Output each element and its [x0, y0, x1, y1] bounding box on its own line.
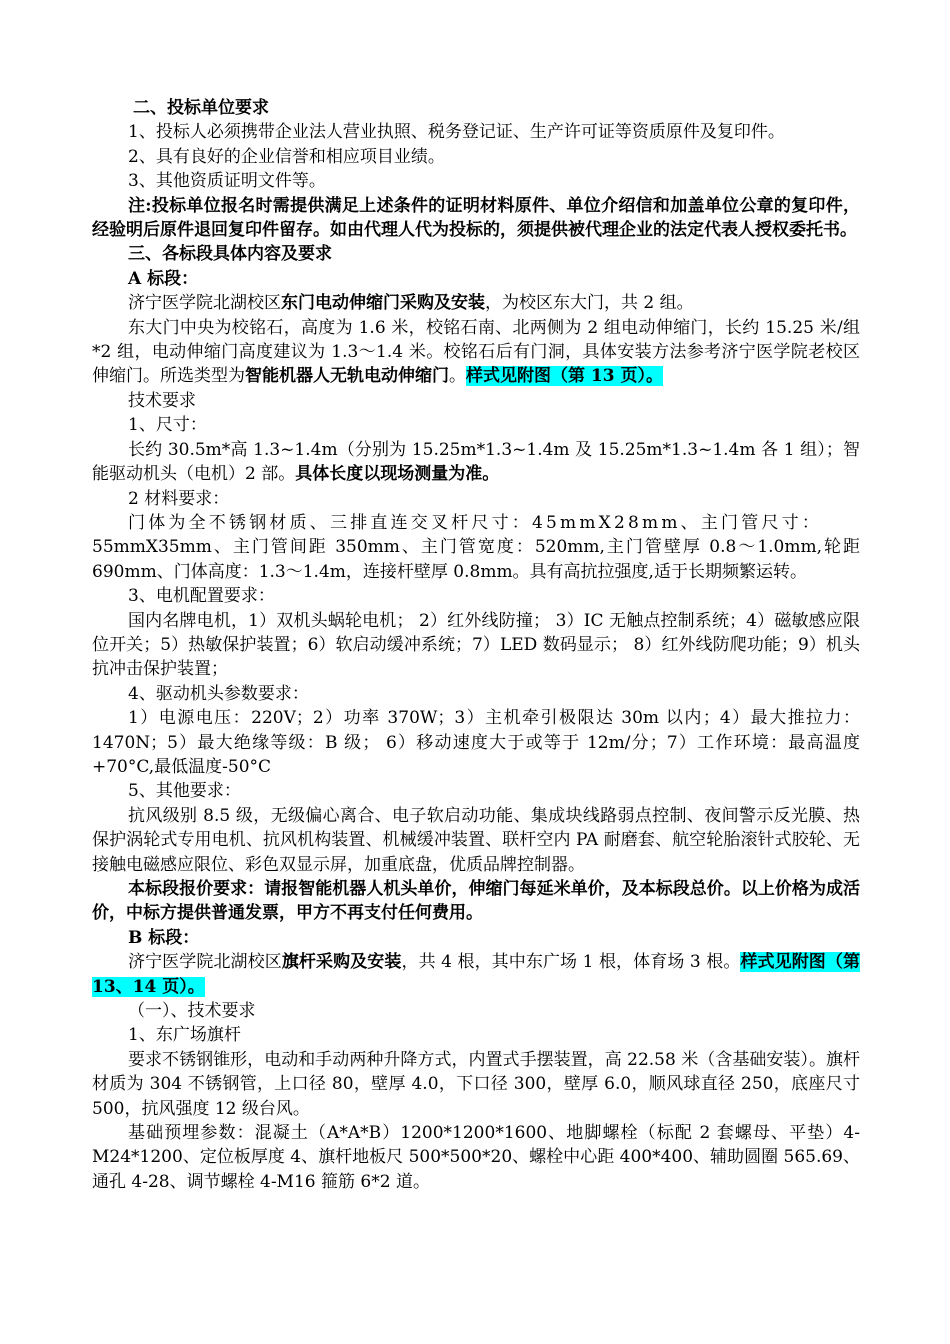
lot-b-tech-title: （一）、技术要求	[128, 1001, 256, 1022]
lot-a-size	[92, 438, 860, 487]
lot-b-intro	[92, 950, 860, 999]
section2-item-2: 2、具有良好的企业信誉和相应项目业绩。	[128, 146, 445, 167]
lot-a-material-text-1: 门体为全不锈钢材质、三排直连交叉杆尺寸：45mmX28mm、主门管尺寸：	[128, 512, 823, 533]
lot-b-title: B 标段：	[128, 927, 200, 948]
lot-a-size-title: 1、尺寸：	[128, 415, 207, 436]
section2-heading: 二、投标单位要求	[133, 98, 269, 118]
lot-a-size-bold: 具体长度以现场测量为准。	[295, 464, 500, 485]
lot-b-intro-bold: 旗杆采购及安装	[281, 952, 402, 973]
lot-a-other-text: 抗风级别 8.5 级，无级偏心离合、电子软启动功能、集成块线路弱点控制、夜间警示反光膜、热保护涡轮式专用电机、抗风机构装置、机械缓冲装置、联杆空内 PA 耐磨套、航空轮胎滚针式胶轮、无接触电磁感应限位、彩色双显示屏，加重底盘，优质品牌控制器。	[92, 805, 860, 875]
lot-a-material-title: 2 材料要求：	[128, 488, 230, 509]
lot-a-desc-mid: 。	[449, 366, 466, 387]
lot-a-motor-title: 3、电机配置要求：	[128, 586, 275, 607]
lot-a-material-text-2: 55mmX35mm、主门管间距 350mm、主门管宽度：520mm,主门管壁厚 0.8～1.0mm,轮距 690mm、门体高度：1.3～1.4m，连接杆壁厚 0.8mm。具有高抗拉强度,适于长期频繁运转。	[92, 537, 860, 582]
lot-a-other-title: 5、其他要求：	[128, 781, 241, 802]
lot-b-flag1-text: 要求不锈钢锥形，电动和手动两种升降方式，内置式手摆装置，高 22.58 米（含基础安装）。旗杆材质为 304 不锈钢管，上口径 80，壁厚 4.0，下口径 300，壁厚 6.0，顺风球直径 250，底座尺寸 500，抗风强度 12 级台风。	[92, 1049, 860, 1119]
lot-a-style-reference: 样式见附图（第 13 页）。	[466, 366, 663, 387]
lot-a-title: A 标段：	[128, 268, 199, 289]
lot-b-style-reference: 样式见附图（第 13、14 页）。	[92, 952, 860, 997]
section3-heading: 三、各标段具体内容及要求	[128, 244, 332, 265]
lot-a-desc-pre: 东大门中央为校铭石，高度为 1.6 米，校铭石南、北两侧为 2 组电动伸缩门，长约 15.25 米/组*2 组，电动伸缩门高度建议为 1.3～1.4 米。校铭石后有门洞，具体安装方法参考济宁医学院老校区伸缩门。所选类型为	[92, 317, 860, 387]
lot-b-intro-post: ，共 4 根，其中东广场 1 根，体育场 3 根。	[401, 952, 741, 973]
lot-a-description	[92, 316, 860, 389]
lot-b-foundation-text: 基础预埋参数：混凝土（A*A*B）1200*1200*1600、地脚螺栓（标配 2 套螺母、平垫）4-M24*1200、定位板厚度 4、旗杆地板尺 500*500*20、螺栓中心距 400*400、辅助圆圈 565.69、通孔 4-28、调节螺栓 4-M16 箍筋 6*2 道。	[92, 1123, 860, 1192]
lot-a-size-text: 长约 30.5m*高 1.3~1.4m（分别为 15.25m*1.3~1.4m 及 15.25m*1.3~1.4m 各 1 组）；智能驱动机头（电机）2 部。	[92, 439, 860, 485]
lot-a-motor-text: 国内名牌电机，1）双机头蜗轮电机； 2）红外线防撞； 3）IC 无触点控制系统；4）磁敏感应限位开关；5）热敏保护装置；6）软启动缓冲系统；7）LED 数码显示； 8）红外线防爬功能；9）机头抗冲击保护装置；	[92, 610, 860, 680]
lot-b-flag1-title: 1、东广场旗杆	[128, 1025, 241, 1046]
lot-a-tech-title: 技术要求	[128, 390, 196, 411]
lot-a-drive-title: 4、驱动机头参数要求：	[128, 683, 309, 704]
lot-a-desc-bold: 智能机器人无轨电动伸缩门	[245, 366, 449, 387]
document-page	[92, 96, 860, 1194]
lot-a-intro	[92, 291, 860, 315]
section2-item-1: 1、投标人必须携带企业法人营业执照、税务登记证、生产许可证等资质原件及复印件。	[128, 122, 785, 143]
lot-b-intro-pre: 济宁医学院北湖校区	[128, 952, 282, 973]
lot-a-intro-bold: 东门电动伸缩门采购及安装	[281, 293, 485, 314]
section2-note: 注:投标单位报名时需提供满足上述条件的证明材料原件、单位介绍信和加盖单位公章的复印件，经验明后原件退回复印件留存。如由代理人代为投标的，须提供被代理企业的法定代表人授权委托书。	[92, 195, 860, 241]
section2-item-3: 3、其他资质证明文件等。	[128, 171, 326, 192]
lot-a-intro-post: ，为校区东大门，共 2 组。	[485, 293, 694, 314]
lot-a-drive-text: 1）电源电压：220V；2）功率 370W；3）主机牵引极限达 30m 以内；4）最大推拉力：1470N；5）最大绝缘等级：B 级； 6）移动速度大于或等于 12m/分；7）工作环境：最高温度+70°C,最低温度-50°C	[92, 708, 860, 777]
lot-a-quote-requirement: 本标段报价要求：请报智能机器人机头单价，伸缩门每延米单价，及本标段总价。以上价格为成活价，中标方提供普通发票，甲方不再支付任何费用。	[92, 879, 860, 924]
lot-a-intro-pre: 济宁医学院北湖校区	[128, 293, 281, 314]
